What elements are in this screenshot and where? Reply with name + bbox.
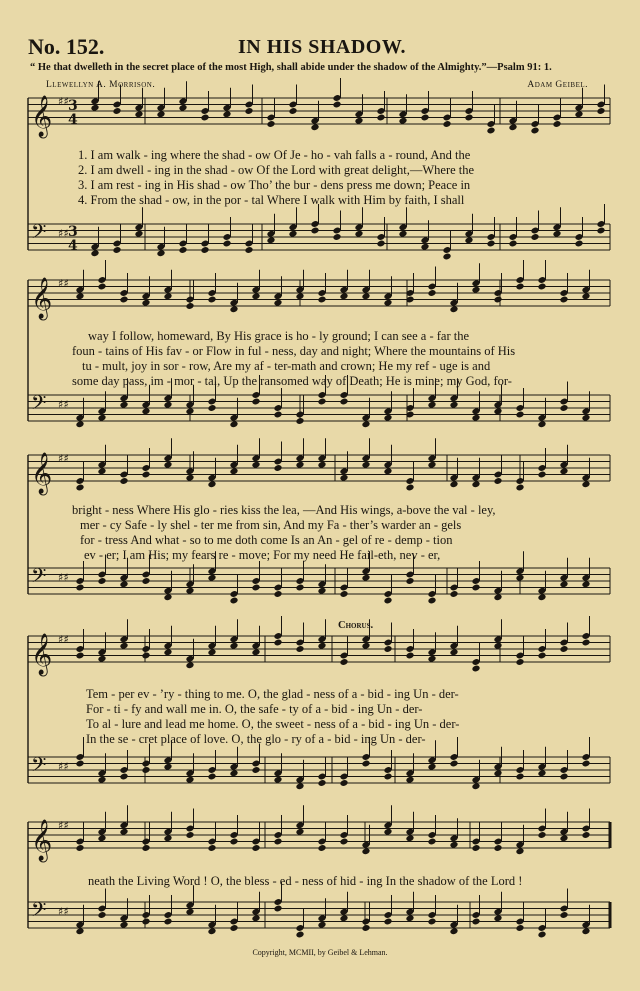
note-head xyxy=(339,658,348,666)
note-head xyxy=(449,590,458,598)
note-head xyxy=(449,841,458,849)
note-head xyxy=(273,299,282,307)
chorus-label: Chorus. xyxy=(338,620,374,631)
note-head xyxy=(97,911,106,919)
note-head xyxy=(383,918,392,926)
note-head xyxy=(273,464,282,472)
note-head xyxy=(295,417,304,425)
note-head xyxy=(515,283,524,291)
note-head xyxy=(508,240,517,248)
note-head xyxy=(163,461,172,469)
note-head xyxy=(530,127,539,135)
note-head xyxy=(185,587,194,595)
note-head xyxy=(332,233,341,241)
note-head xyxy=(273,905,282,913)
note-head xyxy=(317,296,326,304)
note-head xyxy=(537,769,546,777)
key-signature-icon: ♯♯ xyxy=(58,452,69,465)
note-head xyxy=(361,847,370,855)
note-head xyxy=(229,924,238,932)
note-head xyxy=(163,763,172,771)
note-head xyxy=(361,924,370,932)
note-head xyxy=(427,401,436,409)
key-signature-icon: ♯♯ xyxy=(58,227,69,240)
note-head xyxy=(574,110,583,118)
note-head xyxy=(537,831,546,839)
note-head xyxy=(398,230,407,238)
note-head xyxy=(405,776,414,784)
note-head xyxy=(493,844,502,852)
note-head xyxy=(442,120,451,128)
note-head xyxy=(185,831,194,839)
note-head xyxy=(75,927,84,935)
note-head xyxy=(141,652,150,660)
note-head xyxy=(449,480,458,488)
note-head xyxy=(471,665,480,673)
lyric-line: 2. I am dwell - ing in the shad - ow Of the Lord with great delight,—Where the xyxy=(78,163,475,177)
note-head xyxy=(207,773,216,781)
note-head xyxy=(229,769,238,777)
note-head xyxy=(486,240,495,248)
key-signature-icon: ♯♯ xyxy=(58,398,69,411)
note-head xyxy=(449,305,458,313)
note-head xyxy=(317,844,326,852)
note-head xyxy=(178,246,187,254)
lyric-line: mer - cy Safe - ly shel - ter me from sin, And my Fa - ther’s warder an - gels xyxy=(80,518,462,532)
note-head xyxy=(405,914,414,922)
note-head xyxy=(383,645,392,653)
note-head xyxy=(515,658,524,666)
note-head xyxy=(134,230,143,238)
note-head xyxy=(295,931,304,939)
key-signature-icon: ♯♯ xyxy=(58,633,69,646)
note-head xyxy=(141,471,150,479)
composer-credit: Adam Geibel. xyxy=(527,80,588,90)
lyric-line: To al - lure and lead me home. O, the sweet - ness of a - bid - ing Un - der- xyxy=(86,717,460,731)
note-head xyxy=(420,243,429,251)
note-head xyxy=(537,931,546,939)
note-head xyxy=(141,766,150,774)
note-head xyxy=(75,584,84,592)
note-head xyxy=(251,292,260,300)
note-head xyxy=(207,648,216,656)
note-head xyxy=(405,652,414,660)
note-head xyxy=(266,236,275,244)
note-head xyxy=(163,593,172,601)
note-head xyxy=(537,420,546,428)
note-head xyxy=(119,642,128,650)
note-head xyxy=(427,838,436,846)
note-head xyxy=(405,834,414,842)
note-head xyxy=(383,773,392,781)
note-head xyxy=(178,104,187,112)
note-head xyxy=(200,114,209,122)
note-head xyxy=(97,467,106,475)
note-head xyxy=(559,296,568,304)
key-signature-icon: ♯♯ xyxy=(58,571,69,584)
note-head xyxy=(383,414,392,422)
note-head xyxy=(75,652,84,660)
note-head xyxy=(493,642,502,650)
note-head xyxy=(515,411,524,419)
note-head xyxy=(310,227,319,235)
note-head xyxy=(427,655,436,663)
note-head xyxy=(339,292,348,300)
copyright-notice: Copyright, MCMII, by Geibel & Lehman. xyxy=(252,948,388,957)
note-head xyxy=(581,414,590,422)
note-head xyxy=(515,484,524,492)
note-head xyxy=(273,639,282,647)
note-head xyxy=(141,844,150,852)
note-head xyxy=(405,577,414,585)
note-head xyxy=(354,230,363,238)
key-signature-icon: ♯♯ xyxy=(58,760,69,773)
note-head xyxy=(486,127,495,135)
note-head xyxy=(317,921,326,929)
note-head xyxy=(559,580,568,588)
note-head xyxy=(163,834,172,842)
note-head xyxy=(317,779,326,787)
note-head xyxy=(339,398,348,406)
note-head xyxy=(471,918,480,926)
note-head xyxy=(339,914,348,922)
note-head xyxy=(229,420,238,428)
note-head xyxy=(310,123,319,131)
note-head xyxy=(244,246,253,254)
note-head xyxy=(317,398,326,406)
note-head xyxy=(559,834,568,842)
note-head xyxy=(251,398,260,406)
time-signature-top: 3 xyxy=(68,224,78,240)
note-head xyxy=(574,240,583,248)
note-head xyxy=(493,769,502,777)
lyric-line: 1. I am walk - ing where the shad - ow Of Je - ho - vah falls a - round, And the xyxy=(78,148,471,162)
time-signature-top: 3 xyxy=(68,98,78,114)
treble-clef-icon: 𝄞 xyxy=(31,278,53,319)
note-head xyxy=(581,292,590,300)
note-head xyxy=(559,911,568,919)
note-head xyxy=(339,590,348,598)
note-head xyxy=(317,587,326,595)
note-head xyxy=(559,404,568,412)
lyric-line: In the se - cret place of love. O, the glo - ry of a - bid - ing Un - der- xyxy=(86,732,426,746)
time-signature-bottom: 4 xyxy=(68,238,78,254)
key-signature-icon: ♯♯ xyxy=(58,819,69,832)
note-head xyxy=(515,924,524,932)
note-head xyxy=(361,642,370,650)
note-head xyxy=(119,477,128,485)
note-head xyxy=(537,593,546,601)
note-head xyxy=(97,834,106,842)
bass-clef-icon: 𝄢 xyxy=(31,564,47,592)
key-signature-icon: ♯♯ xyxy=(58,95,69,108)
note-head xyxy=(185,776,194,784)
treble-clef-icon: 𝄞 xyxy=(31,453,53,494)
note-head xyxy=(75,844,84,852)
note-head xyxy=(163,648,172,656)
note-head xyxy=(97,776,106,784)
note-head xyxy=(581,927,590,935)
note-head xyxy=(229,597,238,605)
note-head xyxy=(596,227,605,235)
note-head xyxy=(207,844,216,852)
note-head xyxy=(163,292,172,300)
note-head xyxy=(361,420,370,428)
note-head xyxy=(251,648,260,656)
note-head xyxy=(273,590,282,598)
treble-clef-icon: 𝄞 xyxy=(31,820,53,861)
note-head xyxy=(185,302,194,310)
note-head xyxy=(163,918,172,926)
note-head xyxy=(141,577,150,585)
note-head xyxy=(112,246,121,254)
note-head xyxy=(471,844,480,852)
note-head xyxy=(266,120,275,128)
note-head xyxy=(75,292,84,300)
key-signature-icon: ♯♯ xyxy=(58,905,69,918)
note-head xyxy=(119,296,128,304)
note-head xyxy=(97,577,106,585)
lyric-line: for - tress And what - so to me doth come Is an An - gel of re - demp - tion xyxy=(80,533,453,547)
note-head xyxy=(493,914,502,922)
note-head xyxy=(339,474,348,482)
note-head xyxy=(471,286,480,294)
lyric-line: tu - mult, joy in sor - row, Are my af - ter-math and crown; He my ref - uge is and xyxy=(82,359,491,373)
note-head xyxy=(471,480,480,488)
note-head xyxy=(207,574,216,582)
note-head xyxy=(119,580,128,588)
lyric-line: neath the Living Word ! O, the bless - ed - ness of hid - ing In the shadow of the Lord ! xyxy=(88,874,523,888)
note-head xyxy=(229,467,238,475)
note-head xyxy=(471,584,480,592)
note-head xyxy=(559,467,568,475)
note-head xyxy=(251,844,260,852)
note-head xyxy=(273,838,282,846)
note-head xyxy=(530,233,539,241)
note-head xyxy=(288,107,297,115)
note-head xyxy=(288,230,297,238)
bass-clef-icon: 𝄢 xyxy=(31,898,47,926)
note-head xyxy=(537,283,546,291)
time-signature-bottom: 4 xyxy=(68,112,78,128)
note-head xyxy=(383,299,392,307)
note-head xyxy=(471,414,480,422)
note-head xyxy=(97,414,106,422)
lyricist-credit: Llewellyn A. Morrison. xyxy=(46,80,156,90)
note-head xyxy=(376,114,385,122)
note-head xyxy=(295,782,304,790)
note-head xyxy=(442,253,451,261)
lyric-line: ev - er; I am His; my fears re - move; For my need He fail-eth, nev - er, xyxy=(84,548,441,562)
note-head xyxy=(163,401,172,409)
note-head xyxy=(229,838,238,846)
note-head xyxy=(361,574,370,582)
lyric-line: bright - ness Where His glo - ries kiss the lea, —And His wings, a-bove the val - ley, xyxy=(72,503,496,517)
note-head xyxy=(405,484,414,492)
note-head xyxy=(295,461,304,469)
lyric-line: some day pass, im - mor - tal, Up the ransomed way of Death; He is mine; my God, for- xyxy=(72,374,512,388)
note-head xyxy=(251,584,260,592)
note-head xyxy=(207,927,216,935)
note-head xyxy=(244,107,253,115)
note-head xyxy=(427,289,436,297)
note-head xyxy=(420,114,429,122)
note-head xyxy=(207,480,216,488)
note-head xyxy=(317,461,326,469)
note-head xyxy=(493,296,502,304)
lyric-line: For - ti - fy and wall me in. O, the safe - ty of a - bid - ing Un - der- xyxy=(86,702,423,716)
note-head xyxy=(222,240,231,248)
note-head xyxy=(376,240,385,248)
key-signature-icon: ♯♯ xyxy=(58,277,69,290)
note-head xyxy=(141,918,150,926)
note-head xyxy=(295,292,304,300)
note-head xyxy=(361,760,370,768)
note-head xyxy=(493,477,502,485)
note-head xyxy=(508,123,517,131)
note-head xyxy=(75,760,84,768)
note-head xyxy=(90,104,99,112)
bass-clef-icon: 𝄢 xyxy=(31,753,47,781)
note-head xyxy=(427,597,436,605)
note-head xyxy=(581,639,590,647)
note-head xyxy=(119,401,128,409)
lyric-line: Tem - per ev - ’ry - thing to me. O, the glad - ness of a - bid - ing Un - der- xyxy=(86,687,459,701)
note-head xyxy=(339,838,348,846)
note-head xyxy=(559,645,568,653)
note-head xyxy=(273,411,282,419)
note-head xyxy=(295,584,304,592)
note-head xyxy=(332,101,341,109)
lyric-line: foun - tains of His fav - or Flow in ful - ness, day and night; Where the mountains of His xyxy=(72,344,516,358)
note-head xyxy=(97,655,106,663)
note-head xyxy=(493,593,502,601)
lyric-line: 4. From the shad - ow, in the por - tal Where I walk with Him by faith, I shall xyxy=(78,193,465,207)
note-head xyxy=(427,461,436,469)
note-head xyxy=(119,828,128,836)
note-head xyxy=(185,661,194,669)
note-head xyxy=(273,776,282,784)
note-head xyxy=(185,407,194,415)
treble-clef-icon: 𝄞 xyxy=(31,96,53,137)
note-head xyxy=(515,574,524,582)
note-head xyxy=(427,763,436,771)
note-head xyxy=(581,480,590,488)
note-head xyxy=(581,760,590,768)
note-head xyxy=(97,283,106,291)
note-head xyxy=(229,642,238,650)
note-head xyxy=(559,773,568,781)
note-head xyxy=(383,828,392,836)
treble-clef-icon: 𝄞 xyxy=(31,634,53,675)
note-head xyxy=(200,246,209,254)
note-head xyxy=(207,296,216,304)
note-head xyxy=(354,117,363,125)
note-head xyxy=(317,642,326,650)
note-head xyxy=(449,927,458,935)
note-head xyxy=(119,773,128,781)
note-head xyxy=(361,461,370,469)
note-head xyxy=(515,773,524,781)
note-head xyxy=(552,230,561,238)
note-head xyxy=(493,407,502,415)
note-head xyxy=(75,420,84,428)
note-head xyxy=(90,249,99,257)
note-head xyxy=(581,831,590,839)
note-head xyxy=(383,467,392,475)
note-head xyxy=(449,401,458,409)
note-head xyxy=(295,828,304,836)
note-head xyxy=(156,249,165,257)
note-head xyxy=(471,782,480,790)
note-head xyxy=(119,921,128,929)
note-head xyxy=(449,760,458,768)
note-head xyxy=(251,914,260,922)
note-head xyxy=(464,236,473,244)
note-head xyxy=(141,299,150,307)
note-head xyxy=(383,597,392,605)
note-head xyxy=(552,120,561,128)
note-head xyxy=(427,918,436,926)
note-head xyxy=(464,114,473,122)
note-head xyxy=(339,779,348,787)
lyric-line: 3. I am rest - ing in His shad - ow Tho’ the bur - dens press me down; Peace in xyxy=(78,178,471,192)
note-head xyxy=(251,766,260,774)
note-head xyxy=(156,110,165,118)
note-head xyxy=(515,847,524,855)
note-head xyxy=(537,652,546,660)
note-head xyxy=(596,107,605,115)
note-head xyxy=(185,908,194,916)
note-head xyxy=(295,645,304,653)
lyric-line: way I follow, homeward, By His grace is ho - ly ground; I can see a - far the xyxy=(88,329,470,343)
note-head xyxy=(537,471,546,479)
note-head xyxy=(141,407,150,415)
note-head xyxy=(581,580,590,588)
note-head xyxy=(134,110,143,118)
note-head xyxy=(185,474,194,482)
hymn-number: No. 152. xyxy=(28,34,105,59)
note-head xyxy=(222,110,231,118)
note-head xyxy=(229,305,238,313)
note-head xyxy=(251,461,260,469)
hymn-title: IN HIS SHADOW. xyxy=(238,36,406,58)
bass-clef-icon: 𝄢 xyxy=(31,220,47,248)
note-head xyxy=(112,107,121,115)
bass-clef-icon: 𝄢 xyxy=(31,391,47,419)
note-head xyxy=(398,117,407,125)
note-head xyxy=(449,648,458,656)
note-head xyxy=(75,484,84,492)
note-head xyxy=(361,292,370,300)
note-head xyxy=(207,404,216,412)
scripture-epigraph: “ He that dwelleth in the secret place of the most High, shall abide under the shadow of the Almighty.”—Psalm 91: 1. xyxy=(30,62,552,73)
